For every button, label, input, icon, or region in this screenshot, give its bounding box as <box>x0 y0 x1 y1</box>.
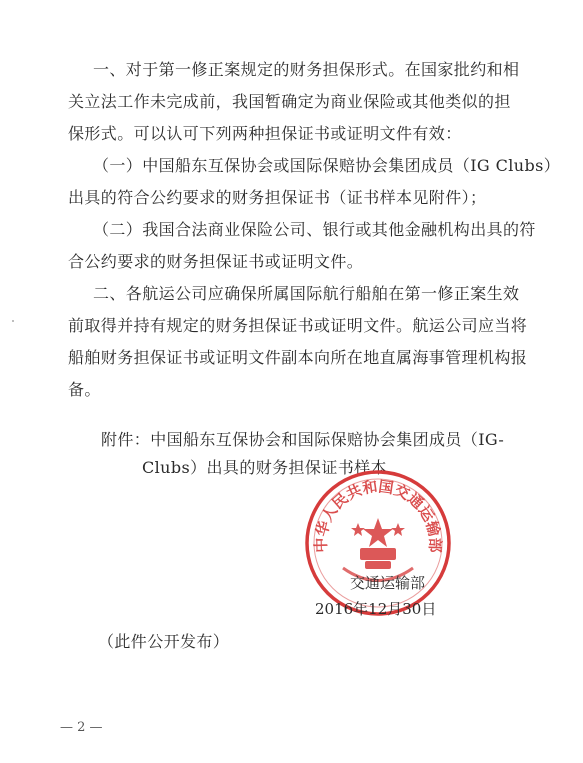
disclosure-note: （此件公开发布） <box>98 632 230 651</box>
page-number: — 2 — <box>60 720 103 735</box>
item-2-line-2: 合公约要求的财务担保证书或证明文件。 <box>68 252 364 271</box>
paragraph-2-line-3: 船舶财务担保证书或证明文件副本向所在地直属海事管理机构报 <box>68 348 528 367</box>
issue-date: 2016年12月30日 <box>315 600 437 618</box>
item-2-line-1: （二）我国合法商业保险公司、银行或其他金融机构出具的符 <box>93 220 536 239</box>
paragraph-2-line-2: 前取得并持有规定的财务担保证书或证明文件。航运公司应当将 <box>68 316 528 335</box>
paragraph-2-line-4: 备。 <box>68 380 101 399</box>
item-1-line-2: 出具的符合公约要求的财务担保证书（证书样本见附件）； <box>68 188 487 207</box>
paragraph-1-line-2: 关立法工作未完成前，我国暂确定为商业保险或其他类似的担 <box>68 92 511 111</box>
issuing-organization: 交通运输部 <box>350 574 426 592</box>
official-seal-icon <box>303 468 453 618</box>
scan-speck <box>12 320 14 322</box>
attachment-line-2: Clubs）出具的财务担保证书样本 <box>142 458 387 477</box>
paragraph-1-line-1: 一、对于第一修正案规定的财务担保形式。在国家批约和相 <box>93 60 520 79</box>
attachment-line-1: 附件：中国船东互保协会和国际保赔协会集团成员（IG- <box>101 430 505 449</box>
paragraph-1-line-3: 保形式。可以认可下列两种担保证书或证明文件有效： <box>68 124 462 143</box>
seal-text: 中华人民共和国交通运输部 <box>311 477 445 553</box>
paragraph-2-line-1: 二、各航运公司应确保所属国际航行船舶在第一修正案生效 <box>93 284 520 303</box>
item-1-line-1: （一）中国船东互保协会或国际保赔协会集团成员（IG Clubs） <box>93 156 561 175</box>
